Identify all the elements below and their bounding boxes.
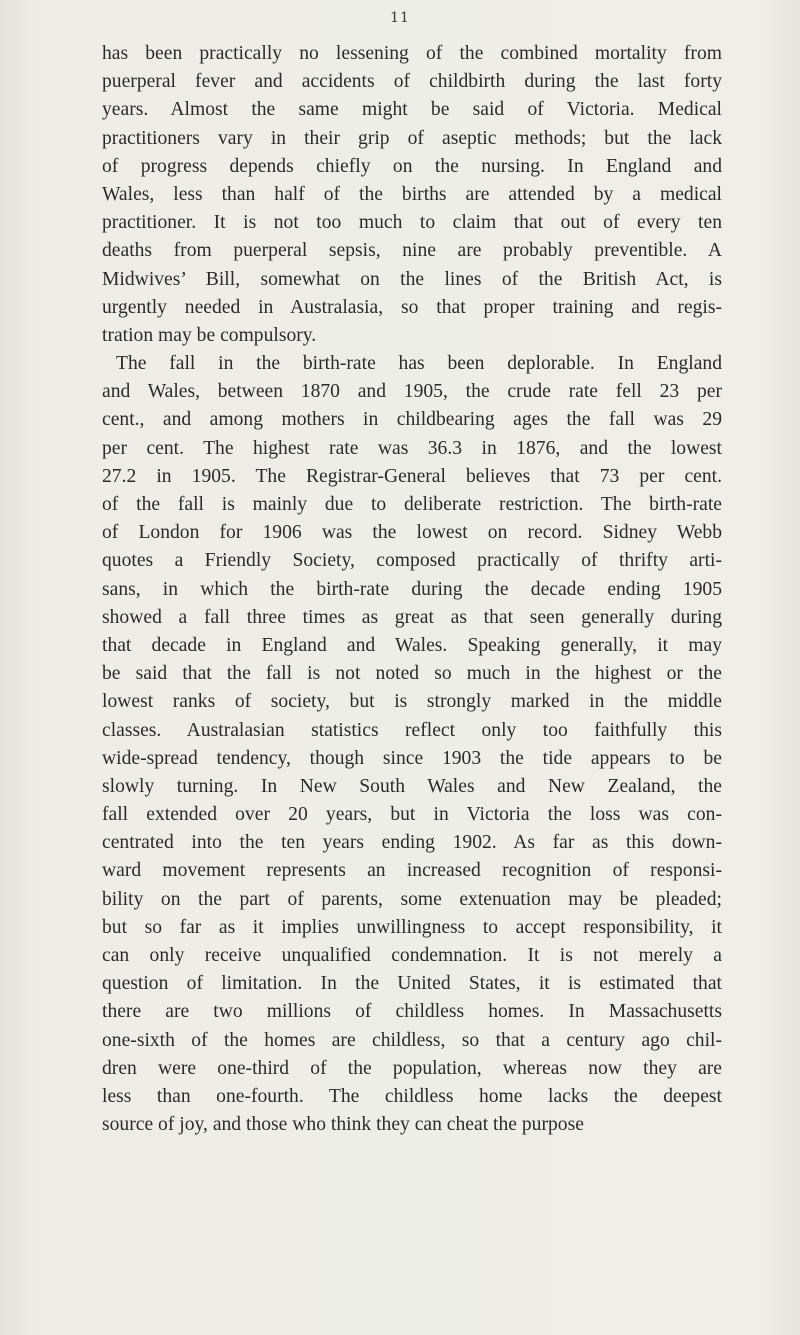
page-number: 11: [390, 10, 410, 26]
text-line: bility on the part of parents, some extenuation may be pleaded;: [102, 888, 722, 910]
text-line: has been practically no lessening of the combined mortality from: [102, 43, 722, 64]
text-line: less than one-fourth. The childless home lacks the deepest: [102, 1085, 722, 1107]
text-line: quotes a Friendly Society, composed practically of thrifty arti-: [102, 550, 722, 572]
text-line: practitioners vary in their grip of aseptic methods; but the lack: [102, 127, 722, 149]
text-line: Wales, less than half of the births are attended by a medical: [102, 183, 722, 205]
text-line: practitioner. It is not too much to claim that out of every ten: [102, 212, 722, 234]
body-text: [102, 40, 722, 1139]
text-line: dren were one-third of the population, whereas now they are: [102, 1057, 722, 1079]
text-line: fall extended over 20 years, but in Victoria the loss was con-: [102, 804, 722, 826]
text-line: lowest ranks of society, but is strongly marked in the middle: [102, 691, 722, 713]
text-line: The fall in the birth-rate has been deplorable. In England: [116, 353, 722, 375]
text-line: of progress depends chiefly on the nursing. In England and: [102, 155, 722, 177]
text-line: sans, in which the birth-rate during the decade ending 1905: [102, 578, 722, 600]
text-line: that decade in England and Wales. Speaking generally, it may: [102, 634, 722, 656]
text-line: tration may be compulsory.: [102, 324, 317, 346]
text-line: source of joy, and those who think they can cheat the purpose: [102, 1114, 584, 1136]
text-line: there are two millions of childless homes. In Massachusetts: [102, 1001, 722, 1023]
text-line: one-sixth of the homes are childless, so that a century ago chil-: [102, 1029, 722, 1051]
text-line: Midwives’ Bill, somewhat on the lines of the British Act, is: [102, 268, 722, 290]
text-line: can only receive unqualified condemnation. It is not merely a: [102, 945, 722, 966]
text-line: of the fall is mainly due to deliberate restriction. The birth-rate: [102, 494, 722, 515]
text-line: per cent. The highest rate was 36.3 in 1876, and the lowest: [102, 437, 722, 459]
text-line: puerperal fever and accidents of childbirth during the last forty: [102, 71, 722, 93]
text-line: be said that the fall is not noted so much in the highest or the: [102, 663, 722, 685]
text-line: question of limitation. In the United States, it is estimated that: [102, 973, 722, 995]
text-line: classes. Australasian statistics reflect only too faithfully this: [102, 719, 722, 741]
text-line: of London for 1906 was the lowest on record. Sidney Webb: [102, 522, 722, 544]
text-line: years. Almost the same might be said of Victoria. Medical: [102, 99, 722, 121]
text-line: ward movement represents an increased recognition of responsi-: [102, 860, 722, 882]
text-line: deaths from puerperal sepsis, nine are probably preventible. A: [102, 240, 722, 262]
text-line: wide-spread tendency, though since 1903 the tide appears to be: [102, 747, 722, 769]
text-line: but so far as it implies unwillingness to accept responsibility, it: [102, 916, 722, 938]
text-line: showed a fall three times as great as that seen generally during: [102, 606, 722, 628]
text-line: 27.2 in 1905. The Registrar-General believes that 73 per cent.: [102, 465, 722, 487]
text-line: slowly turning. In New South Wales and New Zealand, the: [102, 775, 722, 797]
text-line: and Wales, between 1870 and 1905, the crude rate fell 23 per: [102, 381, 722, 403]
text-line: centrated into the ten years ending 1902. As far as this down-: [102, 832, 722, 854]
text-line: cent., and among mothers in childbearing ages the fall was 29: [102, 409, 722, 431]
text-line: urgently needed in Australasia, so that proper training and regis-: [102, 296, 722, 318]
